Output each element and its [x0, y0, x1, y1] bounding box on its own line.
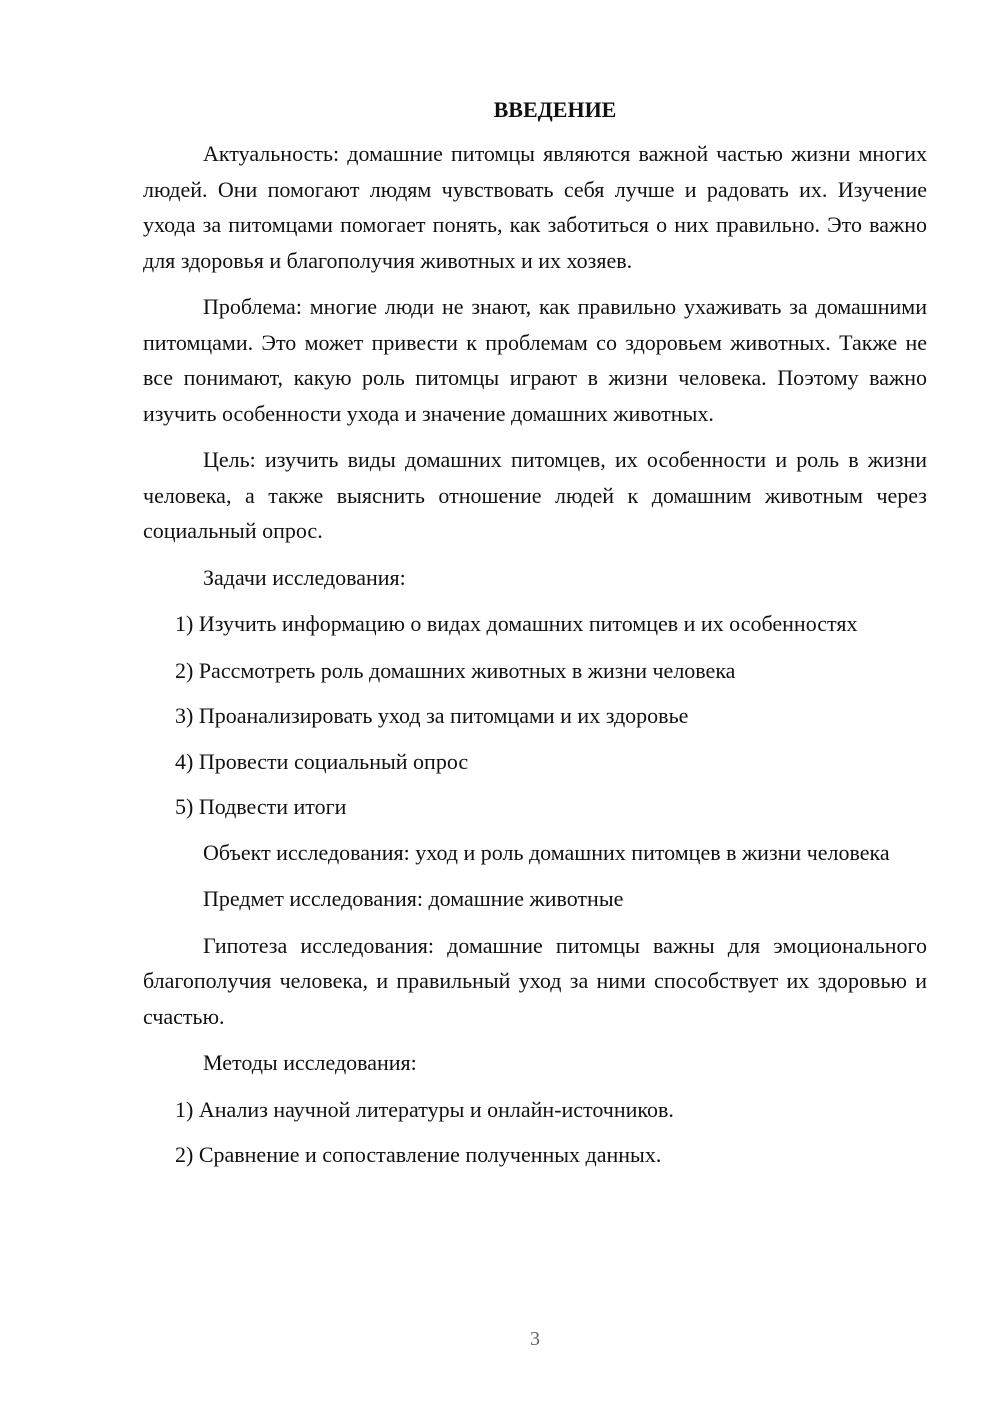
hypothesis-paragraph: Гипотеза исследования: домашние питомцы важны для эмоционального благополучия человека, и правильный уход за ними способствует их здоровью и счастью.: [143, 932, 927, 1029]
problem-paragraph: Проблема: многие люди не знают, как правильно ухаживать за домашними питомцами. Это может привести к проблемам со здоровьем животных. Также не все понимают, какую роль питомцы играют в жизни человека. Поэтому важно изучить особенности ухода и значение домашних животных.: [143, 294, 927, 426]
page-number: 3: [530, 1328, 540, 1350]
methods-title: Методы исследования:: [203, 1050, 417, 1075]
method-item: 2) Сравнение и сопоставление полученных данных.: [175, 1142, 662, 1167]
task-item: 1) Изучить информацию о видах домашних питомцев и их особенностях: [175, 611, 858, 636]
section-heading: ВВЕДЕНИЕ: [493, 97, 617, 122]
task-item: 2) Рассмотреть роль домашних животных в жизни человека: [175, 657, 736, 683]
method-item: 1) Анализ научной литературы и онлайн-источников.: [175, 1096, 674, 1122]
subject-paragraph: Предмет исследования: домашние животные: [203, 886, 624, 911]
relevance-paragraph: Актуальность: домашние питомцы являются важной частью жизни многих людей. Они помогают людям чувствовать себя лучше и радовать их. Изучение ухода за питомцами помогает понять, как заботиться о них правильно. Это важно для здоровья и благополучия животных и их хозяев.: [143, 141, 927, 273]
task-item: 5) Подвести итоги: [175, 794, 347, 819]
task-item: 4) Провести социальный опрос: [175, 748, 469, 774]
goal-paragraph: Цель: изучить виды домашних питомцев, их особенности и роль в жизни человека, а также выяснить отношение людей к домашним животным через социальный опрос.: [143, 447, 927, 543]
object-paragraph: Объект исследования: уход и роль домашних питомцев в жизни человека: [203, 839, 890, 865]
task-item: 3) Проанализировать уход за питомцами и их здоровье: [175, 703, 689, 728]
tasks-title: Задачи исследования:: [203, 564, 406, 590]
